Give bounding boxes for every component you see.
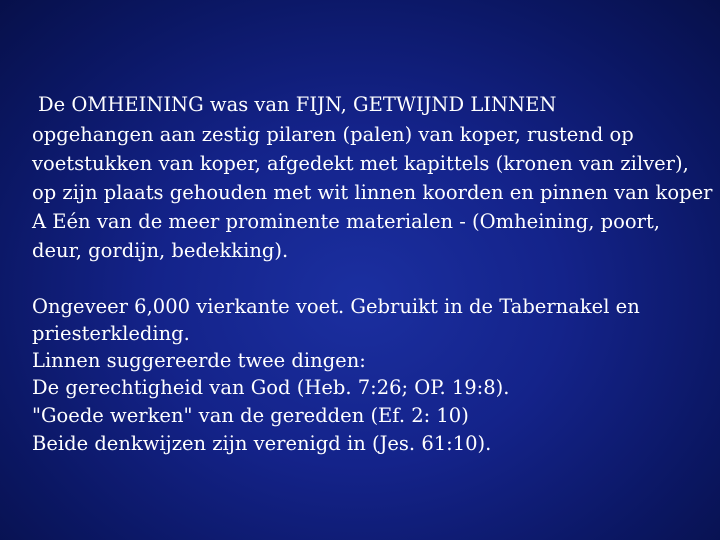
text-line: priesterkleding.	[32, 322, 190, 345]
text-line: Ongeveer 6,000 vierkante voet. Gebruikt in de Tabernakel en	[32, 295, 640, 318]
text-line: A Eén van de meer prominente materialen - (Omheining, poort,	[32, 210, 660, 233]
text-line: De OMHEINING was van FIJN, GETWIJND LINNEN	[38, 93, 557, 116]
text-line: opgehangen aan zestig pilaren (palen) van koper, rustend op	[32, 123, 634, 146]
text-line: voetstukken van koper, afgedekt met kapittels (kronen van zilver),	[32, 152, 689, 175]
text-line: Linnen suggereerde twee dingen:	[32, 349, 366, 372]
text-line: "Goede werken" van de geredden (Ef. 2: 10)	[32, 404, 469, 427]
text-line: Beide denkwijzen zijn verenigd in (Jes. 61:10).	[32, 432, 492, 455]
text-line: deur, gordijn, bedekking).	[32, 239, 289, 262]
text-line: De gerechtigheid van God (Heb. 7:26; OP. 19:8).	[32, 376, 510, 399]
text-line: op zijn plaats gehouden met wit linnen koorden en pinnen van koper	[32, 181, 713, 204]
